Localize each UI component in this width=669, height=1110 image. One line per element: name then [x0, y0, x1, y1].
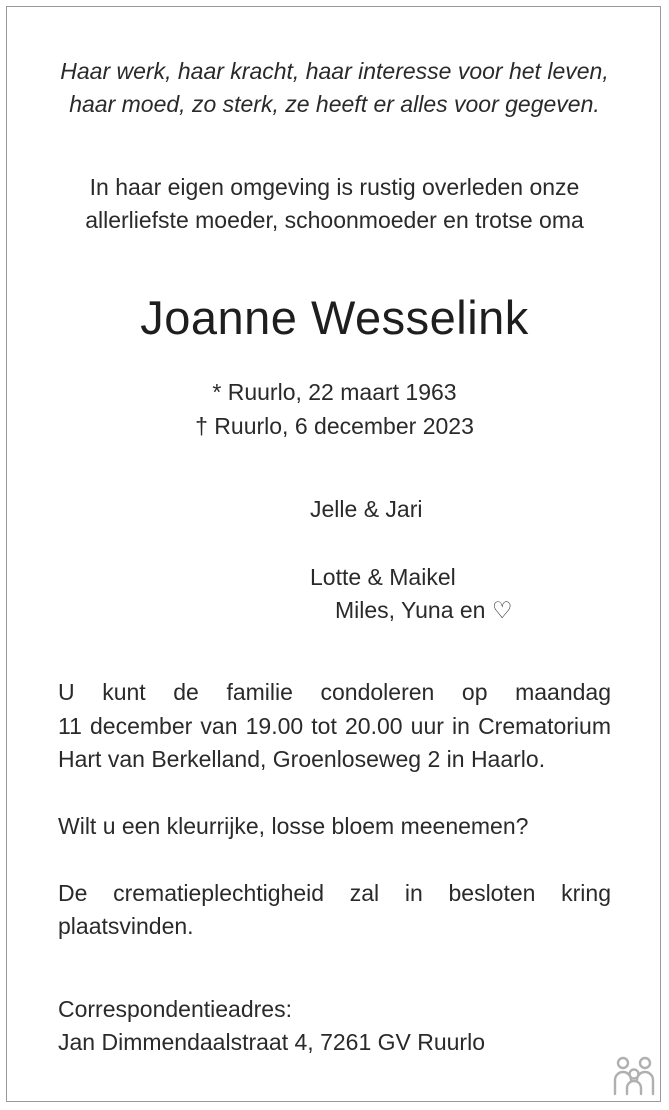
birth-date: * Ruurlo, 22 maart 1963 [212, 379, 457, 405]
death-date: † Ruurlo, 6 december 2023 [195, 413, 474, 439]
family-group-icon [611, 1054, 657, 1098]
ceremony-line-2: plaatsvinden. [58, 913, 194, 939]
deceased-name: Joanne Wesselink [140, 291, 529, 344]
family-grandchildren: Miles, Yuna en ♡ [335, 597, 513, 623]
flower-request: Wilt u een kleurrijke, losse bloem meenemen? [58, 813, 529, 839]
family-children-1: Jelle & Jari [310, 496, 423, 522]
intro-line-1: In haar eigen omgeving is rustig overleden onze [89, 174, 580, 200]
correspondence-address: Jan Dimmendaalstraat 4, 7261 GV Ruurlo [58, 1029, 485, 1055]
condolence-line-1: U kunt de familie condoleren op maandag [58, 679, 611, 705]
correspondence-label: Correspondentieadres: [58, 996, 292, 1022]
intro-line-2: allerliefste moeder, schoonmoeder en trotse oma [85, 207, 584, 233]
condolence-line-3: Hart van Berkelland, Groenloseweg 2 in Haarlo. [58, 746, 546, 772]
family-children-2: Lotte & Maikel [310, 564, 456, 590]
ceremony-line-1: De crematieplechtigheid zal in besloten kring [58, 880, 611, 906]
motto-line-2: haar moed, zo sterk, ze heeft er alles voor gegeven. [69, 91, 600, 117]
motto-line-1: Haar werk, haar kracht, haar interesse voor het leven, [60, 58, 609, 84]
condolence-line-2: 11 december van 19.00 tot 20.00 uur in Crematorium [58, 713, 611, 739]
